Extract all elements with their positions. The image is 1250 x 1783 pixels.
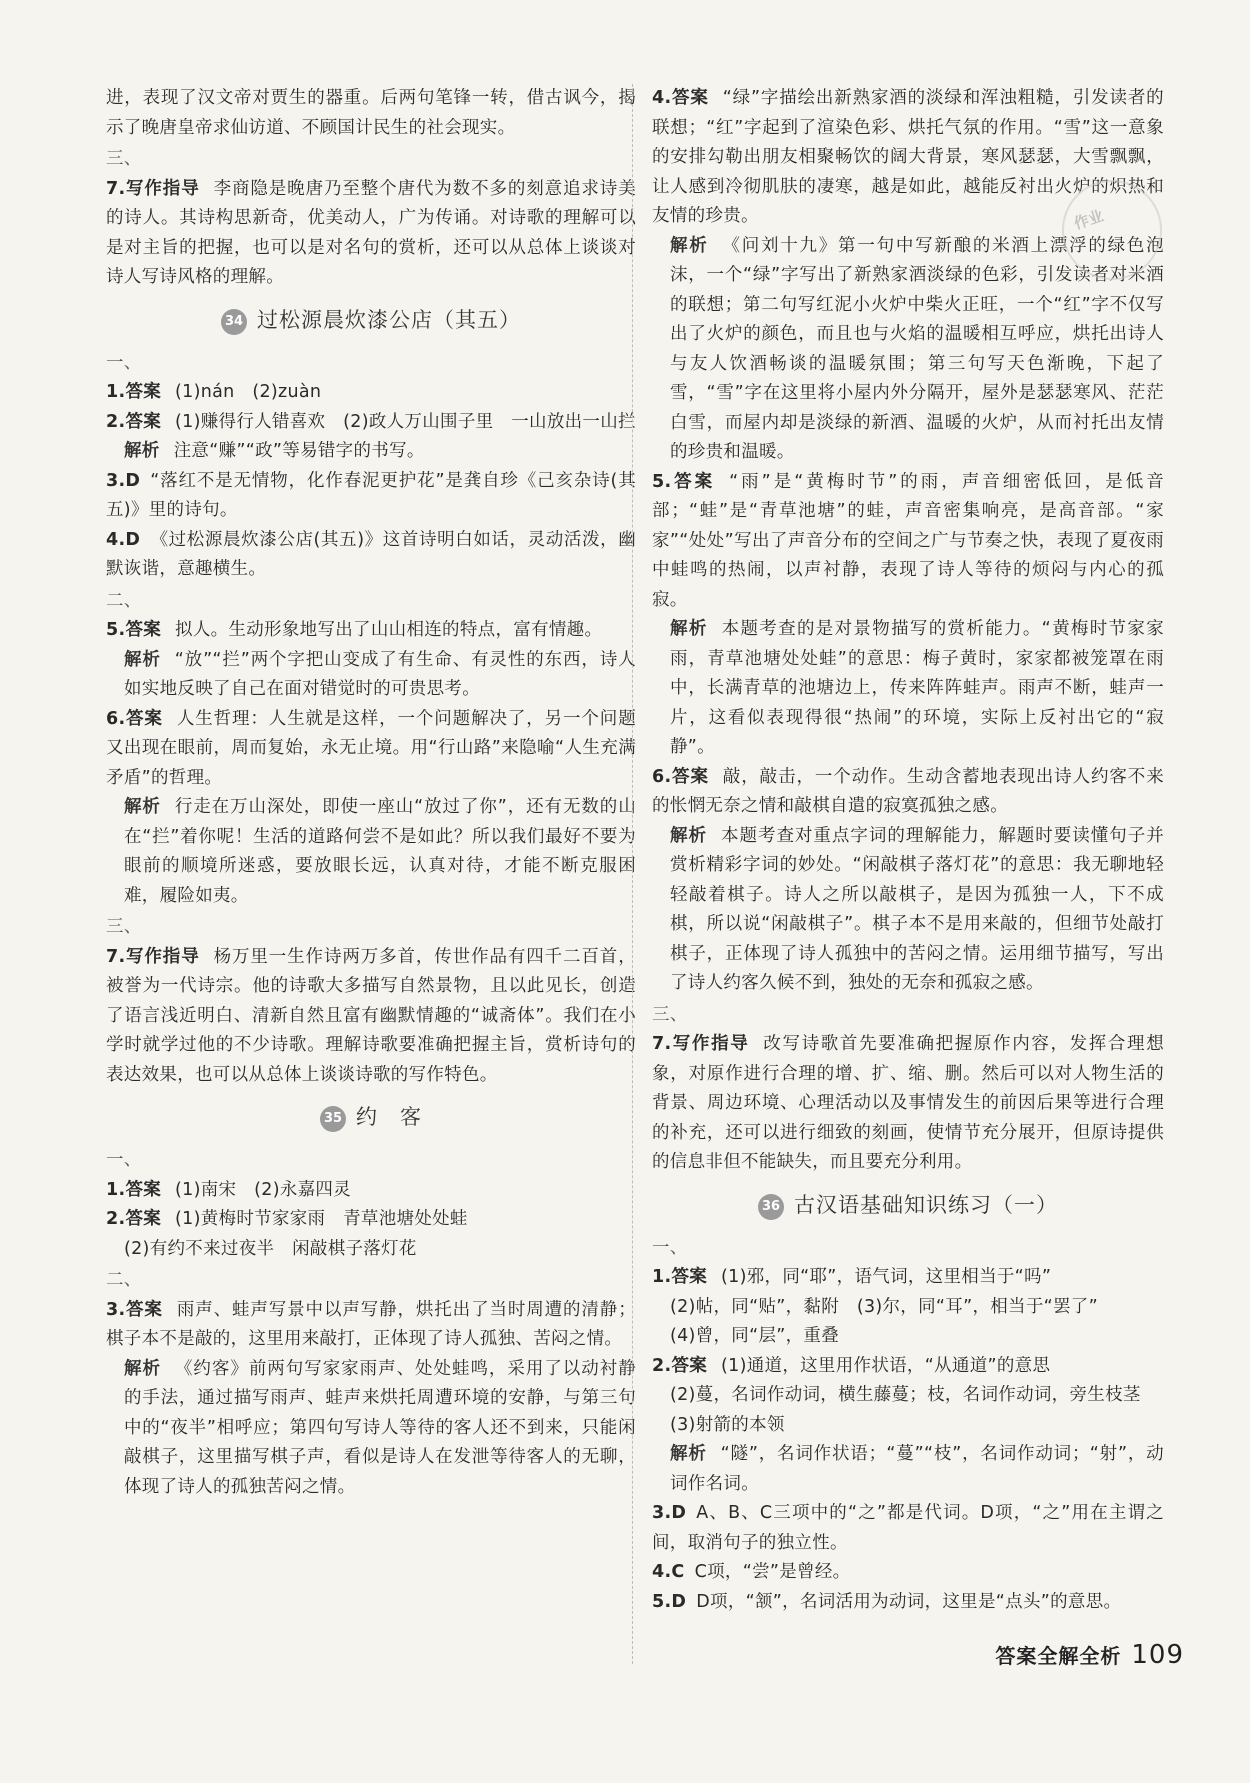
answer-item: 4.答案 “绿”字描绘出新熟家酒的淡绿和浑浊粗糙，引发读者的联想；“红”字起到了渲染色彩、烘托气氛的作用。“雪”这一意象的安排勾勒出朋友相聚畅饮的阔大背景，寒风瑟瑟，大雪飘飘，让人感到冷彻肌肤的凄寒，越是如此，越能反衬出火炉的炽热和友情的珍贵。 [652, 88, 1164, 226]
explanation: 解析 “放”“拦”两个字把山变成了有生命、有灵性的东西，诗人如实地反映了自己在面对错觉时的可贵思考。 [124, 649, 636, 699]
answer-item: 2.答案 (1)通道，这里用作状语，“从通道”的意思 [652, 1355, 1051, 1376]
explanation: 解析 本题考查对重点字词的理解能力，解题时要读懂句子并赏析精彩字词的妙处。“闲敲棋子落灯花”的意思：我无聊地轻轻敲着棋子。诗人之所以敲棋子，是因为孤独一人，下不成棋，所以说“闲敲棋子”。棋子本不是用来敲的，但细节处敲打棋子，正体现了诗人孤独中的苦闷之情。运用细节描写，写出了诗人约客久候不到，独处的无奈和孤寂之感。 [670, 825, 1164, 993]
explanation: 解析 “隧”，名词作状语；“蔓”“枝”，名词作动词；“射”，动词作名词。 [670, 1444, 1164, 1494]
explanation: 解析 《问刘十九》第一句中写新酿的米酒上漂浮的绿色泡沫，一个“绿”字写出了新熟家酒淡绿的色彩，引发读者对米酒的联想；第二句写红泥小火炉中柴火正旺，一个“红”字不仅写出了火炉的颜色，而且也与火焰的温暖相互呼应，烘托出诗人与友人饮酒畅谈的温暖氛围；第三句写天色渐晚，下起了雪，“雪”字在这里将小屋内外分隔开，屋外是瑟瑟寒风、茫茫白雪，而屋内却是淡绿的新酒、温暖的火炉，从而衬托出友情的珍贵和温暖。 [670, 235, 1164, 462]
lesson-heading-34: 34 过松源晨炊漆公店（其五） [106, 305, 636, 335]
section-marker: 三、 [652, 1004, 688, 1025]
answer-item: 7.写作指导 改写诗歌首先要准确把握原作内容，发挥合理想象，对原作进行合理的增、扩、缩、删。然后可以对人物生活的背景、周边环境、心理活动以及事情发生的前因后果等进行合理的补充，还可以进行细致的刻画，使情节充分展开，但原诗提供的信息非但不能缺失，而且要充分利用。 [652, 1034, 1164, 1172]
left-column [106, 84, 636, 1502]
intro-paragraph: 进，表现了汉文帝对贾生的器重。后两句笔锋一转，借古讽今，揭示了晚唐皇帝求仙访道、不顾国计民生的社会现实。 [106, 88, 636, 138]
answer-item: 7.写作指导 杨万里一生作诗两万多首，传世作品有四千二百首，被誉为一代诗宗。他的诗歌大多描写自然景物，且以此见长，创造了语言浅近明白、清新自然且富有幽默情趣的“诚斋体”。我们在小学时就学过他的不少诗歌。理解诗歌要准确把握主旨，赏析诗句的表达效果，也可以从总体上谈谈诗歌的写作特色。 [106, 946, 636, 1085]
lesson-heading-35: 35 约 客 [106, 1102, 636, 1132]
section-marker: 二、 [106, 590, 142, 611]
section-marker: 一、 [652, 1237, 688, 1258]
answer-item: 1.答案 (1)邪，同“耶”，语气词，这里相当于“吗” [652, 1267, 1052, 1287]
section-marker: 一、 [106, 1150, 142, 1170]
section-marker: 二、 [106, 1270, 142, 1290]
answer-continuation: (4)曾，同“层”，重叠 [670, 1326, 840, 1346]
answer-item: 6.答案 敲，敲击，一个动作。生动含蓄地表现出诗人约客不来的怅惘无奈之情和敲棋自遣的寂寞孤独之感。 [652, 766, 1164, 816]
page-number: 109 [1131, 1640, 1184, 1670]
explanation: 解析 行走在万山深处，即使一座山“放过了你”，还有无数的山在“拦”着你呢！生活的道路何尝不是如此？所以我们最好不要为眼前的顺境所迷惑，要放眼长远，认真对待，才能不断克服困难，履险如夷。 [124, 797, 636, 906]
answer-continuation: (3)射箭的本领 [670, 1414, 785, 1435]
answer-item: 3.答案 雨声、蛙声写景中以声写静，烘托出了当时周遭的清静；棋子本不是敲的，这里用来敲打，正体现了诗人孤独、苦闷之情。 [106, 1299, 636, 1349]
explanation: 解析 本题考查的是对景物描写的赏析能力。“黄梅时节家家雨，青草池塘处处蛙”的意思：梅子黄时，家家都被笼罩在雨中，长满青草的池塘边上，传来阵阵蛙声。雨声不断，蛙声一片，这看似表现得很“热闹”的环境，实际上反衬出它的“寂静”。 [670, 619, 1164, 757]
section-marker: 三、 [106, 917, 142, 937]
answer-continuation: (2)有约不来过夜半 闲敲棋子落灯花 [124, 1238, 417, 1259]
lesson-number-badge: 35 [320, 1106, 346, 1132]
answer-item: 1.答案 (1)nán (2)zuàn [106, 382, 322, 402]
right-column [652, 84, 1164, 1617]
lesson-number-badge: 36 [758, 1194, 784, 1220]
lesson-number-badge: 34 [221, 309, 247, 335]
answer-item: 3.D “落红不是无情物，化作春泥更护花”是龚自珍《己亥杂诗(其五)》里的诗句。 [106, 470, 636, 520]
answer-item: 3.D A、B、C三项中的“之”都是代词。D项，“之”用在主谓之间，取消句子的独立性。 [652, 1503, 1164, 1553]
lesson-heading-36: 36 古汉语基础知识练习（一） [652, 1190, 1164, 1220]
explanation: 解析 《约客》前两句写家家雨声、处处蛙鸣，采用了以动衬静的手法，通过描写雨声、蛙声来烘托周遭环境的安静，与第三句中的“夜半”相呼应；第四句写诗人等待的客人还不到来，只能闲敲棋子，这里描写棋子声，看似是诗人在发泄等待客人的无聊，体现了诗人的孤独苦闷之情。 [124, 1358, 637, 1497]
answer-item: 1.答案 (1)南宋 (2)永嘉四灵 [106, 1179, 352, 1200]
footer-label: 答案全解全析 [995, 1644, 1122, 1668]
answer-continuation: (2)帖，同“贴”，黏附 (3)尔，同“耳”，相当于“罢了” [670, 1296, 1098, 1317]
stamp-text: 作业 [1071, 206, 1106, 233]
answer-item: 5.答案 拟人。生动形象地写出了山山相连的特点，富有情趣。 [106, 620, 603, 640]
answer-item: 5.D D项，“颔”，名词活用为动词，这里是“点头”的意思。 [652, 1591, 1122, 1612]
answer-item: 4.D 《过松源晨炊漆公店(其五)》这首诗明白如话，灵动活泼，幽默诙谐，意趣横生。 [106, 529, 636, 579]
section-marker: 三、 [106, 149, 142, 169]
page-footer [995, 1640, 1184, 1670]
answer-item: 7.写作指导 李商隐是晚唐乃至整个唐代为数不多的刻意追求诗美的诗人。其诗构思新奇，优美动人，广为传诵。对诗歌的理解可以是对主旨的把握，也可以是对名句的赏析，还可以从总体上谈谈对诗人写诗风格的理解。 [106, 178, 636, 287]
answer-item: 4.C C项，“尝”是曾经。 [652, 1562, 851, 1582]
answer-item: 2.答案 (1)赚得行人错喜欢 (2)政人万山围子里 一山放出一山拦 [106, 411, 636, 432]
section-marker: 一、 [106, 352, 142, 373]
explanation: 解析 注意“赚”“政”等易错字的书写。 [124, 441, 425, 461]
answer-item: 2.答案 (1)黄梅时节家家雨 青草池塘处处蛙 [106, 1209, 468, 1229]
answer-item: 5.答案 “雨”是“黄梅时节”的雨，声音细密低回，是低音部；“蛙”是“青草池塘”的蛙，声音密集响亮，是高音部。“家家”“处处”写出了声音分布的空间之广与节奏之快，表现了夏夜雨中蛙鸣的热闹，以声衬静，表现了诗人等待的烦闷与内心的孤寂。 [652, 471, 1164, 610]
answer-item: 6.答案 人生哲理：人生就是这样，一个问题解决了，另一个问题又出现在眼前，周而复始，永无止境。用“行山路”来隐喻“人生充满矛盾”的哲理。 [106, 708, 636, 788]
answer-continuation: (2)蔓，名词作动词，横生藤蔓；枝，名词作动词，旁生枝茎 [670, 1385, 1141, 1405]
column-divider [632, 84, 633, 1664]
